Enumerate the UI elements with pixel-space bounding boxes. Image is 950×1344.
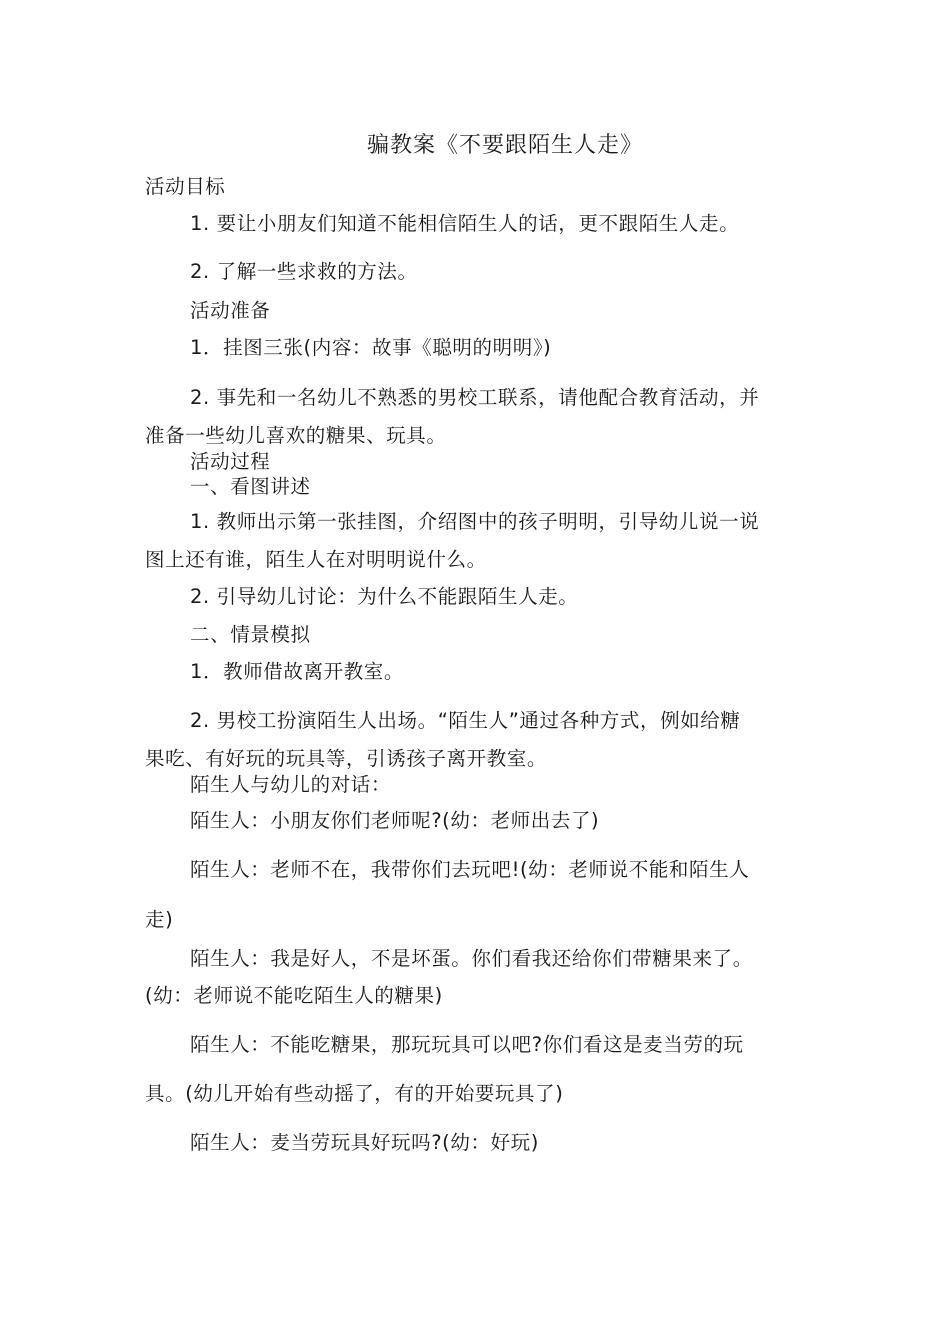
dialogue-line: 陌生人：老师不在，我带你们去玩吧!(幼：老师说不能和陌生人 (190, 858, 750, 881)
paragraph-line: 2. 事先和一名幼儿不熟悉的男校工联系，请他配合教育活动，并 (190, 386, 760, 409)
dialogue-line: 陌生人：小朋友你们老师呢?(幼：老师出去了) (190, 809, 600, 832)
dialogue-line: (幼：老师说不能吃陌生人的糖果) (145, 984, 443, 1007)
document-title: 骗教案《不要跟陌生人走》 (366, 133, 643, 158)
paragraph-line: 1. 要让小朋友们知道不能相信陌生人的话，更不跟陌生人走。 (190, 212, 740, 235)
dialogue-line: 走) (145, 908, 174, 931)
paragraph-line: 陌生人与幼儿的对话： (190, 773, 392, 796)
paragraph-line: 准备一些幼儿喜欢的糖果、玩具。 (145, 424, 447, 447)
dialogue-line: 陌生人：麦当劳玩具好玩吗?(幼：好玩) (190, 1131, 539, 1154)
paragraph-line: 1. 教师出示第一张挂图，介绍图中的孩子明明，引导幼儿说一说 (190, 510, 760, 533)
paragraph-line: 2. 了解一些求救的方法。 (190, 260, 418, 283)
paragraph-line: 图上还有谁，陌生人在对明明说什么。 (145, 548, 487, 571)
section-heading-process: 活动过程 (190, 450, 271, 473)
dialogue-line: 陌生人：不能吃糖果，那玩玩具可以吧?你们看这是麦当劳的玩 (190, 1033, 744, 1056)
paragraph-line: 2. 引导幼儿讨论：为什么不能跟陌生人走。 (190, 585, 579, 608)
subsection-heading: 二、情景模拟 (190, 623, 311, 646)
section-heading-preparation: 活动准备 (190, 299, 271, 322)
paragraph-line: 1．教师借故离开教室。 (190, 660, 405, 683)
dialogue-line: 具。(幼儿开始有些动摇了，有的开始要玩具了) (145, 1082, 564, 1105)
dialogue-line: 陌生人：我是好人，不是坏蛋。你们看我还给你们带糖果来了。 (190, 947, 753, 970)
paragraph-line: 1．挂图三张(内容：故事《聪明的明明》) (190, 336, 552, 359)
section-heading-goals: 活动目标 (145, 175, 226, 198)
subsection-heading: 一、看图讲述 (190, 475, 311, 498)
paragraph-line: 果吃、有好玩的玩具等，引诱孩子离开教室。 (145, 747, 548, 770)
paragraph-line: 2. 男校工扮演陌生人出场。“陌生人”通过各种方式，例如给糖 (190, 709, 741, 732)
